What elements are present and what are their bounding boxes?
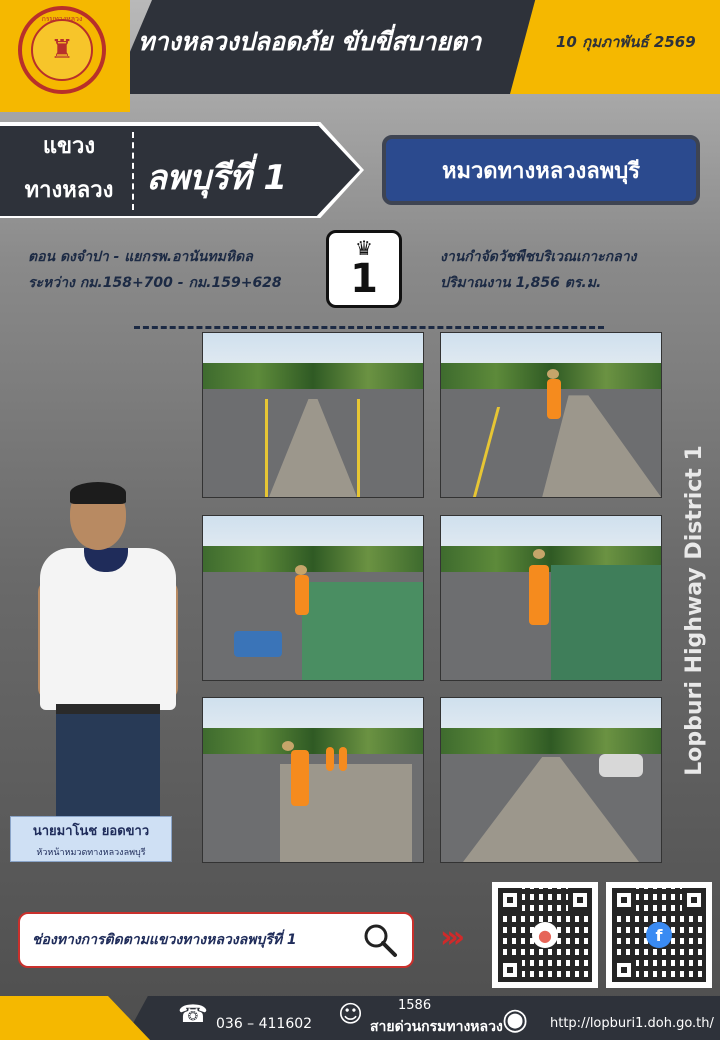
- work-photo-6: [440, 697, 662, 863]
- work-photo-3: [202, 515, 424, 681]
- phone-icon: ☎: [178, 1000, 208, 1028]
- district-label-line1: แขวง: [42, 134, 96, 159]
- district-side-text: [674, 400, 714, 820]
- footer-yellow-accent: [0, 996, 150, 1040]
- globe-icon: ◉: [502, 1002, 529, 1037]
- operator-icon: ☺: [338, 1000, 364, 1028]
- footer-hotline-number[interactable]: 1586: [398, 998, 432, 1013]
- google-maps-pin-icon: ●: [532, 922, 558, 948]
- qr-code-maps[interactable]: [492, 882, 598, 988]
- work-description: งานกำจัดวัชพืชบริเวณเกาะกลาง: [440, 249, 637, 265]
- person-belt: [56, 704, 160, 714]
- logo-emblem-icon: ♜: [31, 19, 93, 81]
- chevrons-right-icon: ›››: [440, 920, 460, 955]
- footer-hotline-label: สายด่วนกรมทางหลวง: [370, 1019, 503, 1035]
- district-name: ลพบุรีที่ 1: [146, 158, 287, 198]
- footer-phone[interactable]: 036 – 411602: [216, 1016, 313, 1032]
- footer-website-link[interactable]: http://lopburi1.doh.go.th/: [550, 1016, 714, 1031]
- doh-logo: [18, 6, 106, 94]
- district-side-label: Lopburi Highway District 1: [681, 444, 707, 776]
- route-section: ตอน ดงจำปา - แยกรพ.อานันทมหิดล: [28, 249, 253, 265]
- route-shield: [326, 230, 402, 308]
- person-name-card: [10, 816, 172, 862]
- work-quantity: ปริมาณงาน 1,856 ตร.ม.: [440, 275, 602, 291]
- person-hair: [70, 482, 126, 504]
- date-label: 10 กุมภาพันธ์ 2569: [556, 33, 696, 51]
- search-icon[interactable]: [362, 922, 398, 958]
- route-number: 1: [350, 256, 378, 302]
- office-name-badge: หมวดทางหลวงลพบุรี: [382, 135, 700, 205]
- logo-text: กรมทางหลวง: [41, 15, 83, 23]
- work-photo-2: [440, 332, 662, 498]
- route-km-range: ระหว่าง กม.158+700 - กม.159+628: [28, 275, 282, 291]
- work-photo-1: [202, 332, 424, 498]
- district-divider: [132, 132, 134, 210]
- follow-channels-box[interactable]: [18, 912, 414, 968]
- work-photo-4: [440, 515, 662, 681]
- person-shirt: [40, 548, 176, 710]
- dashed-divider: [134, 326, 604, 329]
- work-photo-5: [202, 697, 424, 863]
- facebook-icon: f: [646, 922, 672, 948]
- garuda-emblem-icon: ♛: [355, 236, 373, 260]
- person-name: นายมาโนช ยอดขาว: [32, 824, 150, 839]
- district-label-line2: ทางหลวง: [24, 178, 114, 203]
- follow-channels-text: ช่องทางการติดตามแขวงทางหลวงลพบุรีที่ 1: [32, 932, 297, 948]
- person-title: หัวหน้าหมวดทางหลวงลพบุรี: [36, 848, 146, 858]
- person-pants: [56, 706, 160, 816]
- page-title: ทางหลวงปลอดภัย ขับขี่สบายตา: [138, 27, 482, 56]
- route-section-info: [28, 244, 282, 296]
- work-info: [440, 244, 636, 296]
- qr-code-facebook[interactable]: [606, 882, 712, 988]
